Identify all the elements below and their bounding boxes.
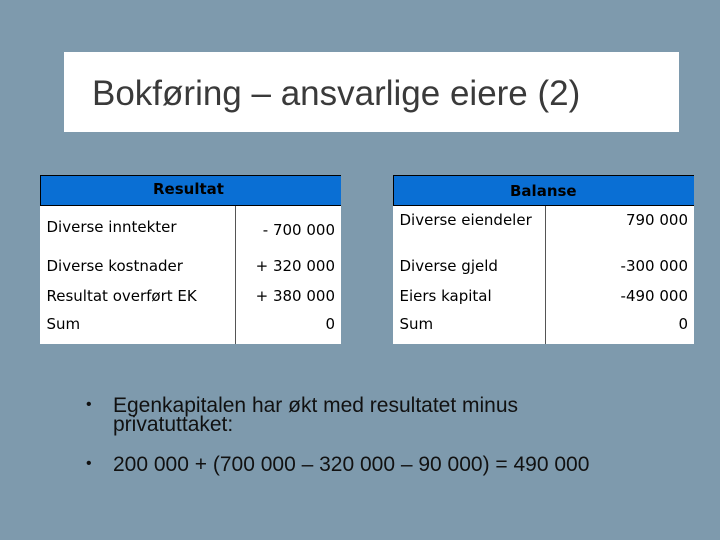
- row-value: + 320 000: [255, 256, 335, 275]
- resultat-header: [41, 176, 342, 206]
- resultat-header-row: [41, 176, 342, 206]
- row-label: Resultat overført EK: [41, 287, 236, 315]
- title-box: [64, 52, 679, 132]
- row-label: Sum: [394, 315, 546, 344]
- row-label: Sum: [41, 315, 236, 344]
- row-label: Diverse eiendeler: [394, 206, 546, 257]
- bullet-text: [113, 396, 518, 434]
- balanse-table: [393, 175, 694, 344]
- table-row: [41, 287, 342, 315]
- row-value: + 380 000: [255, 286, 335, 305]
- balanse-header-row: [394, 176, 695, 206]
- table-row: [41, 257, 342, 287]
- table-row: [41, 315, 342, 344]
- resultat-table: [40, 175, 341, 344]
- bullet-icon: •: [86, 455, 92, 472]
- table-row: [41, 206, 342, 257]
- slide-title: Bokføring – ansvarlige eiere (2): [92, 74, 581, 113]
- table-row: [394, 315, 695, 344]
- table-row: [394, 287, 695, 315]
- table-row: [394, 206, 695, 257]
- row-value: 0: [678, 314, 688, 333]
- table-row: [394, 257, 695, 287]
- row-label: Diverse inntekter: [41, 206, 236, 257]
- row-value: -300 000: [620, 256, 688, 275]
- row-value: 790 000: [625, 211, 688, 229]
- balanse-header-label: Balanse: [510, 182, 577, 200]
- bullet-line: privatuttaket:: [113, 413, 234, 436]
- row-value: - 700 000: [262, 221, 335, 239]
- row-value: -490 000: [620, 286, 688, 305]
- bullet-icon: •: [86, 396, 92, 413]
- row-value: 0: [325, 314, 335, 333]
- resultat-header-label: Resultat: [153, 180, 224, 198]
- row-label: Diverse kostnader: [41, 257, 236, 287]
- row-label: Eiers kapital: [394, 287, 546, 315]
- balanse-header: [394, 176, 695, 206]
- bullet-text: 200 000 + (700 000 – 320 000 – 90 000) = 490 000: [113, 453, 590, 476]
- bullet-line: Egenkapitalen har økt med resultatet minus: [113, 394, 519, 417]
- row-label: Diverse gjeld: [394, 257, 546, 287]
